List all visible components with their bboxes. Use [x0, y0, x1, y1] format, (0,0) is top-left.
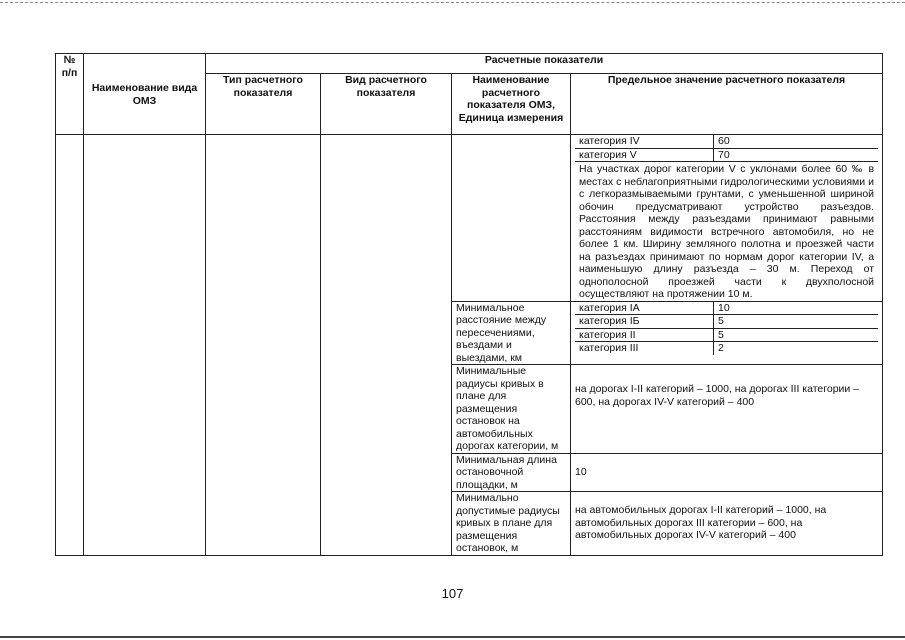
block1-category-row — [575, 135, 878, 148]
cell-block2-values — [571, 301, 883, 365]
block2-category-row — [575, 342, 878, 355]
header-limit-value: Предельное значение расчетного показателя — [571, 74, 883, 135]
header-omz-name: Наименование вида ОМЗ — [84, 54, 206, 135]
block5-value: на автомобильных дорогах I-II категорий – 1000, на автомобильных дорогах III категории – 600, на автомобильных дорогах IV-V категорий – 400 — [575, 504, 827, 541]
block5-indicator: Минимально допустимые радиусы кривых в плане для размещения остановок, м — [452, 492, 571, 556]
cell-omz-empty — [84, 135, 206, 556]
category-label: категория IV — [575, 135, 714, 148]
scan-edge-top — [0, 2, 905, 3]
cell-block1-values — [571, 135, 883, 302]
category-value: 2 — [718, 342, 724, 354]
cell-kind-empty — [321, 135, 452, 556]
category-label: категория III — [575, 342, 714, 355]
block3-value: на дорогах I-II категорий – 1000, на дорогах III категории – 600, на дорогах IV-V категорий – 400 — [575, 383, 860, 408]
block5-value-cell — [571, 492, 883, 556]
cell-num-empty — [56, 135, 84, 556]
standards-table — [55, 53, 883, 556]
block4-value-cell — [571, 453, 883, 492]
block2-category-row — [575, 302, 878, 315]
block4-value: 10 — [575, 465, 587, 478]
block1-category-table — [575, 135, 878, 161]
category-value: 5 — [714, 315, 879, 329]
block4-indicator: Минимальная длина остановочной площадки, м — [452, 453, 571, 492]
category-label: категория II — [575, 328, 714, 342]
block2-category-row — [575, 328, 878, 342]
block2-indicator: Минимальное расстояние между пересечениями, въездами и выездами, км — [452, 301, 571, 365]
header-indicator-type: Тип расчетного показателя — [206, 74, 321, 135]
category-value: 60 — [714, 135, 879, 148]
header-group-title: Расчетные показатели — [206, 54, 883, 74]
header-num: № п/п — [56, 54, 84, 135]
block1-note-wrap — [575, 161, 878, 301]
block1-category-row — [575, 148, 878, 161]
category-value: 70 — [718, 148, 730, 161]
category-label: категория V — [575, 148, 714, 161]
block3-indicator: Минимальные радиусы кривых в плане для размещения остановок на автомобильных дорогах категории, м — [452, 365, 571, 454]
cell-type-empty — [206, 135, 321, 556]
category-value: 10 — [714, 302, 879, 315]
category-value: 5 — [714, 328, 879, 342]
block3-value-cell — [571, 365, 883, 454]
category-label: категория IA — [575, 302, 714, 315]
block1-note-text: На участках дорог категории V с уклонами более 60 ‰ в местах с неблагоприятными гидрологическими условиями и с легкоразмываемыми грунтами, с уменьшенной шириной обочин предусматривают устройство разъездов. Расстояния между разъездами принимают равными расстояниям видимости встречного автомобиля, но не более 1 км. Ширину земляного полотна и проезжей части на разъездах принимают по нормам дорог категории IV, а наименьшую длину разъезда – 30 м. Переход от однополосной проезжей части к двухполосной осуществляют на протяжении 10 м. — [579, 163, 875, 300]
header-indicator-kind: Вид расчетного показателя — [321, 74, 452, 135]
header-indicator-name: Наименование расчетного показателя ОМЗ, Единица измерения — [452, 74, 571, 135]
category-label: категория IБ — [575, 315, 714, 329]
header-row-1 — [56, 54, 883, 74]
cell-indicator-empty — [452, 135, 571, 302]
page-number: 107 — [441, 586, 464, 601]
block2-category-table — [575, 302, 878, 355]
scan-edge-bottom — [0, 636, 905, 638]
row-block-1 — [56, 135, 883, 302]
block2-category-row — [575, 315, 878, 329]
